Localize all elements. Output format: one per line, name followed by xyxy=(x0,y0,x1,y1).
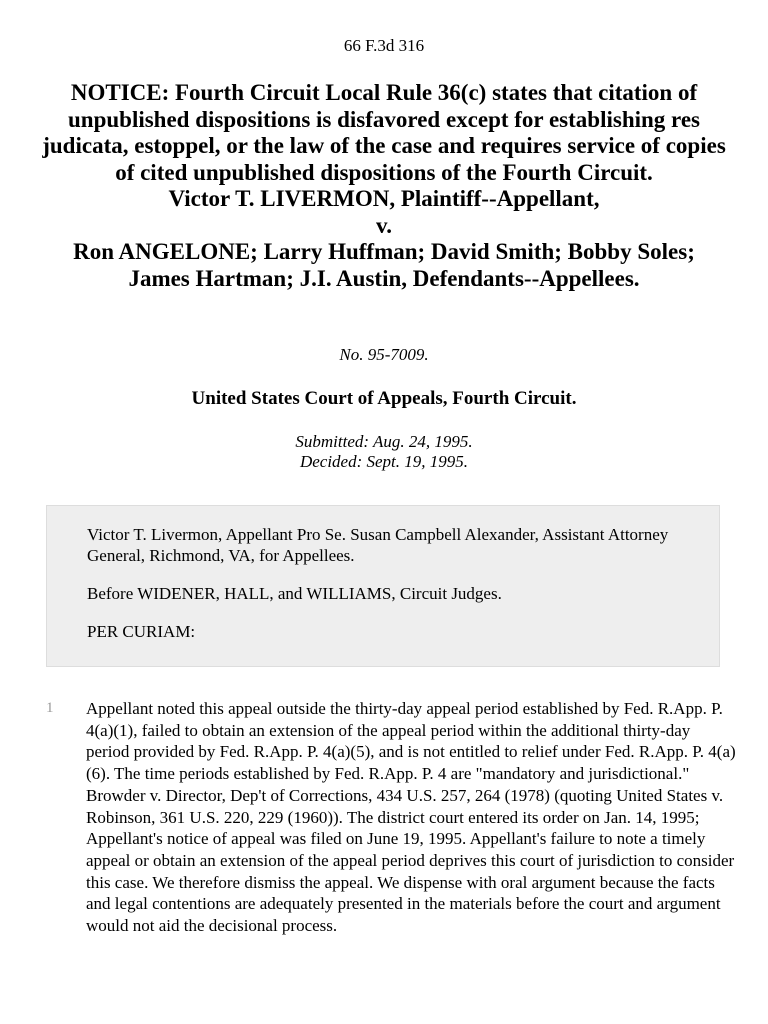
case-title xyxy=(40,80,728,292)
paragraph-number[interactable]: 1 xyxy=(46,700,54,716)
defendants-line: Ron ANGELONE; Larry Huffman; David Smith; Bobby Soles; James Hartman; J.I. Austin, Defendants--Appellees. xyxy=(73,239,695,291)
submitted-date: Submitted: Aug. 24, 1995. xyxy=(295,432,473,451)
versus-line: v. xyxy=(376,212,392,238)
opinion-paragraph xyxy=(46,698,736,937)
per-curiam-label: PER CURIAM: xyxy=(87,622,196,641)
counsel-text: Victor T. Livermon, Appellant Pro Se. Susan Campbell Alexander, Assistant Attorney General, Richmond, VA, for Appellees. xyxy=(87,525,669,565)
judges-text: Before WIDENER, HALL, and WILLIAMS, Circuit Judges. xyxy=(87,584,502,603)
docket-number: No. 95-7009. xyxy=(339,345,429,364)
court-name: United States Court of Appeals, Fourth Circuit. xyxy=(191,388,577,409)
plaintiff-line: Victor T. LIVERMON, Plaintiff--Appellant, xyxy=(168,186,600,211)
case-citation: 66 F.3d 316 xyxy=(343,36,425,55)
notice-text: NOTICE: Fourth Circuit Local Rule 36(c) states that citation of unpublished dispositions is disfavored except for establishing res judicata, estoppel, or the law of the case and requires service of copies of cited unpublished dispositions of the Fourth Circuit. xyxy=(42,80,726,185)
case-dates xyxy=(0,432,768,472)
paragraph-text: Appellant noted this appeal outside the thirty-day appeal period established by Fed. R.App. P. 4(a)(1), failed to obtain an extension of the appeal period within the additional thirty-day period provided by Fed. R.App. P. 4(a)(5), and is not entitled to relief under Fed. R.App. P. 4(a)(6). The time periods established by Fed. R.App. P. 4 are "mandatory and jurisdictional." Browder v. Director, Dep't of Corrections, 434 U.S. 257, 264 (1978) (quoting United States v. Robinson, 361 U.S. 220, 229 (1960)). The district court entered its order on Jan. 14, 1995; Appellant's notice of appeal was filed on June 19, 1995. Appellant's failure to note a timely appeal or obtain an extension of the appeal period deprives this court of jurisdiction to consider this case. We therefore dismiss the appeal. We dispense with oral argument because the facts and legal contentions are adequately presented in the materials before the court and argument would not aid the decisional process. xyxy=(86,699,736,936)
decided-date: Decided: Sept. 19, 1995. xyxy=(299,452,469,471)
case-info-box xyxy=(46,505,720,667)
